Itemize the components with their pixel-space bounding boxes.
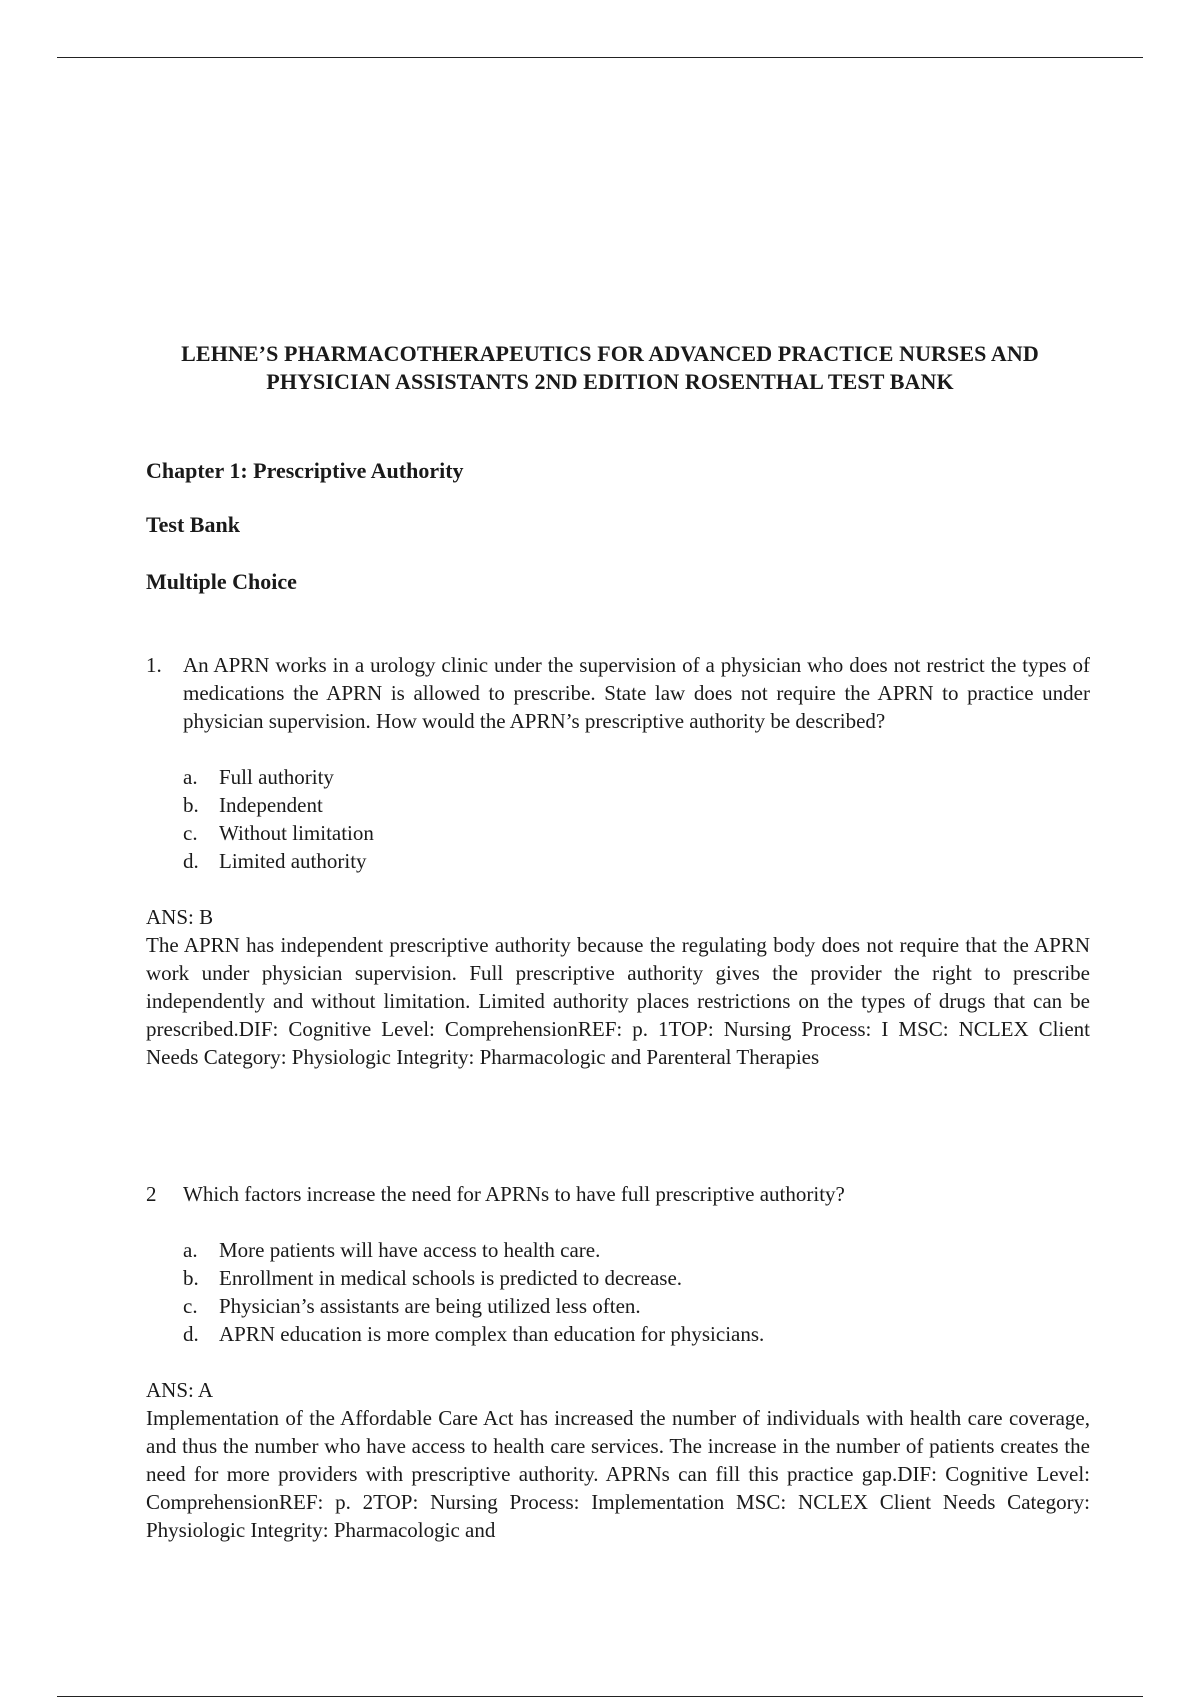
option-letter: c. bbox=[183, 821, 198, 845]
question-number: 2 bbox=[146, 1182, 157, 1206]
option-list bbox=[146, 1236, 1090, 1348]
option-list bbox=[146, 763, 1090, 875]
question-text: Which factors increase the need for APRNs to have full prescriptive authority? bbox=[183, 1182, 845, 1206]
option-letter: a. bbox=[183, 765, 198, 789]
option-text: Physician’s assistants are being utilized less often. bbox=[219, 1294, 641, 1318]
option-letter: d. bbox=[183, 849, 199, 873]
question-stem bbox=[146, 1180, 1090, 1208]
bottom-rule bbox=[57, 1696, 1143, 1697]
option-text: Independent bbox=[219, 793, 323, 817]
option-item bbox=[183, 1292, 1090, 1320]
option-text: APRN education is more complex than education for physicians. bbox=[219, 1322, 765, 1346]
question-number: 1. bbox=[146, 653, 162, 677]
option-letter: a. bbox=[183, 1238, 198, 1262]
option-letter: c. bbox=[183, 1294, 198, 1318]
option-text: Limited authority bbox=[219, 849, 367, 873]
chapter-heading: Chapter 1: Prescriptive Authority bbox=[146, 458, 464, 483]
document-title bbox=[130, 340, 1090, 396]
option-text: Without limitation bbox=[219, 821, 374, 845]
answer-key: ANS: A bbox=[146, 1378, 214, 1402]
option-item bbox=[183, 847, 1090, 875]
subsection-heading: Multiple Choice bbox=[146, 569, 297, 594]
option-item bbox=[183, 1320, 1090, 1348]
option-letter: b. bbox=[183, 1266, 199, 1290]
top-rule bbox=[57, 57, 1143, 58]
question-1 bbox=[146, 651, 1090, 1071]
option-item bbox=[183, 1236, 1090, 1264]
answer-key: ANS: B bbox=[146, 905, 214, 929]
option-text: Full authority bbox=[219, 765, 334, 789]
question-text: An APRN works in a urology clinic under the supervision of a physician who does not restrict the types of medications the APRN is allowed to prescribe. State law does not require the APRN to practice under physician supervision. How would the APRN’s prescriptive authority be described? bbox=[183, 653, 1090, 733]
option-item bbox=[183, 819, 1090, 847]
option-text: Enrollment in medical schools is predicted to decrease. bbox=[219, 1266, 683, 1290]
option-item bbox=[183, 763, 1090, 791]
title-line-1: LEHNE’S PHARMACOTHERAPEUTICS FOR ADVANCED PRACTICE NURSES AND bbox=[181, 341, 1039, 366]
option-item bbox=[183, 1264, 1090, 1292]
title-line-2: PHYSICIAN ASSISTANTS 2ND EDITION ROSENTHAL TEST BANK bbox=[266, 369, 954, 394]
answer-explanation: The APRN has independent prescriptive authority because the regulating body does not require that the APRN work under physician supervision. Full prescriptive authority gives the provider the right to prescribe independently and without limitation. Limited authority places restrictions on the types of drugs that can be prescribed.DIF: Cognitive Level: ComprehensionREF: p. 1TOP: Nursing Process: I MSC: NCLEX Client Needs Category: Physiologic Integrity: Pharmacologic and Parenteral Therapies bbox=[146, 933, 1090, 1069]
option-text: More patients will have access to health care. bbox=[219, 1238, 601, 1262]
option-letter: d. bbox=[183, 1322, 199, 1346]
section-heading: Test Bank bbox=[146, 512, 240, 537]
question-stem bbox=[146, 651, 1090, 735]
answer-explanation: Implementation of the Affordable Care Act has increased the number of individuals with health care coverage, and thus the number who have access to health care services. The increase in the number of patients creates the need for more providers with prescriptive authority. APRNs can fill this practice gap.DIF: Cognitive Level: ComprehensionREF: p. 2TOP: Nursing Process: Implementation MSC: NCLEX Client Needs Category: Physiologic Integrity: Pharmacologic and bbox=[146, 1406, 1090, 1542]
option-letter: b. bbox=[183, 793, 199, 817]
option-item bbox=[183, 791, 1090, 819]
question-2 bbox=[146, 1180, 1090, 1544]
